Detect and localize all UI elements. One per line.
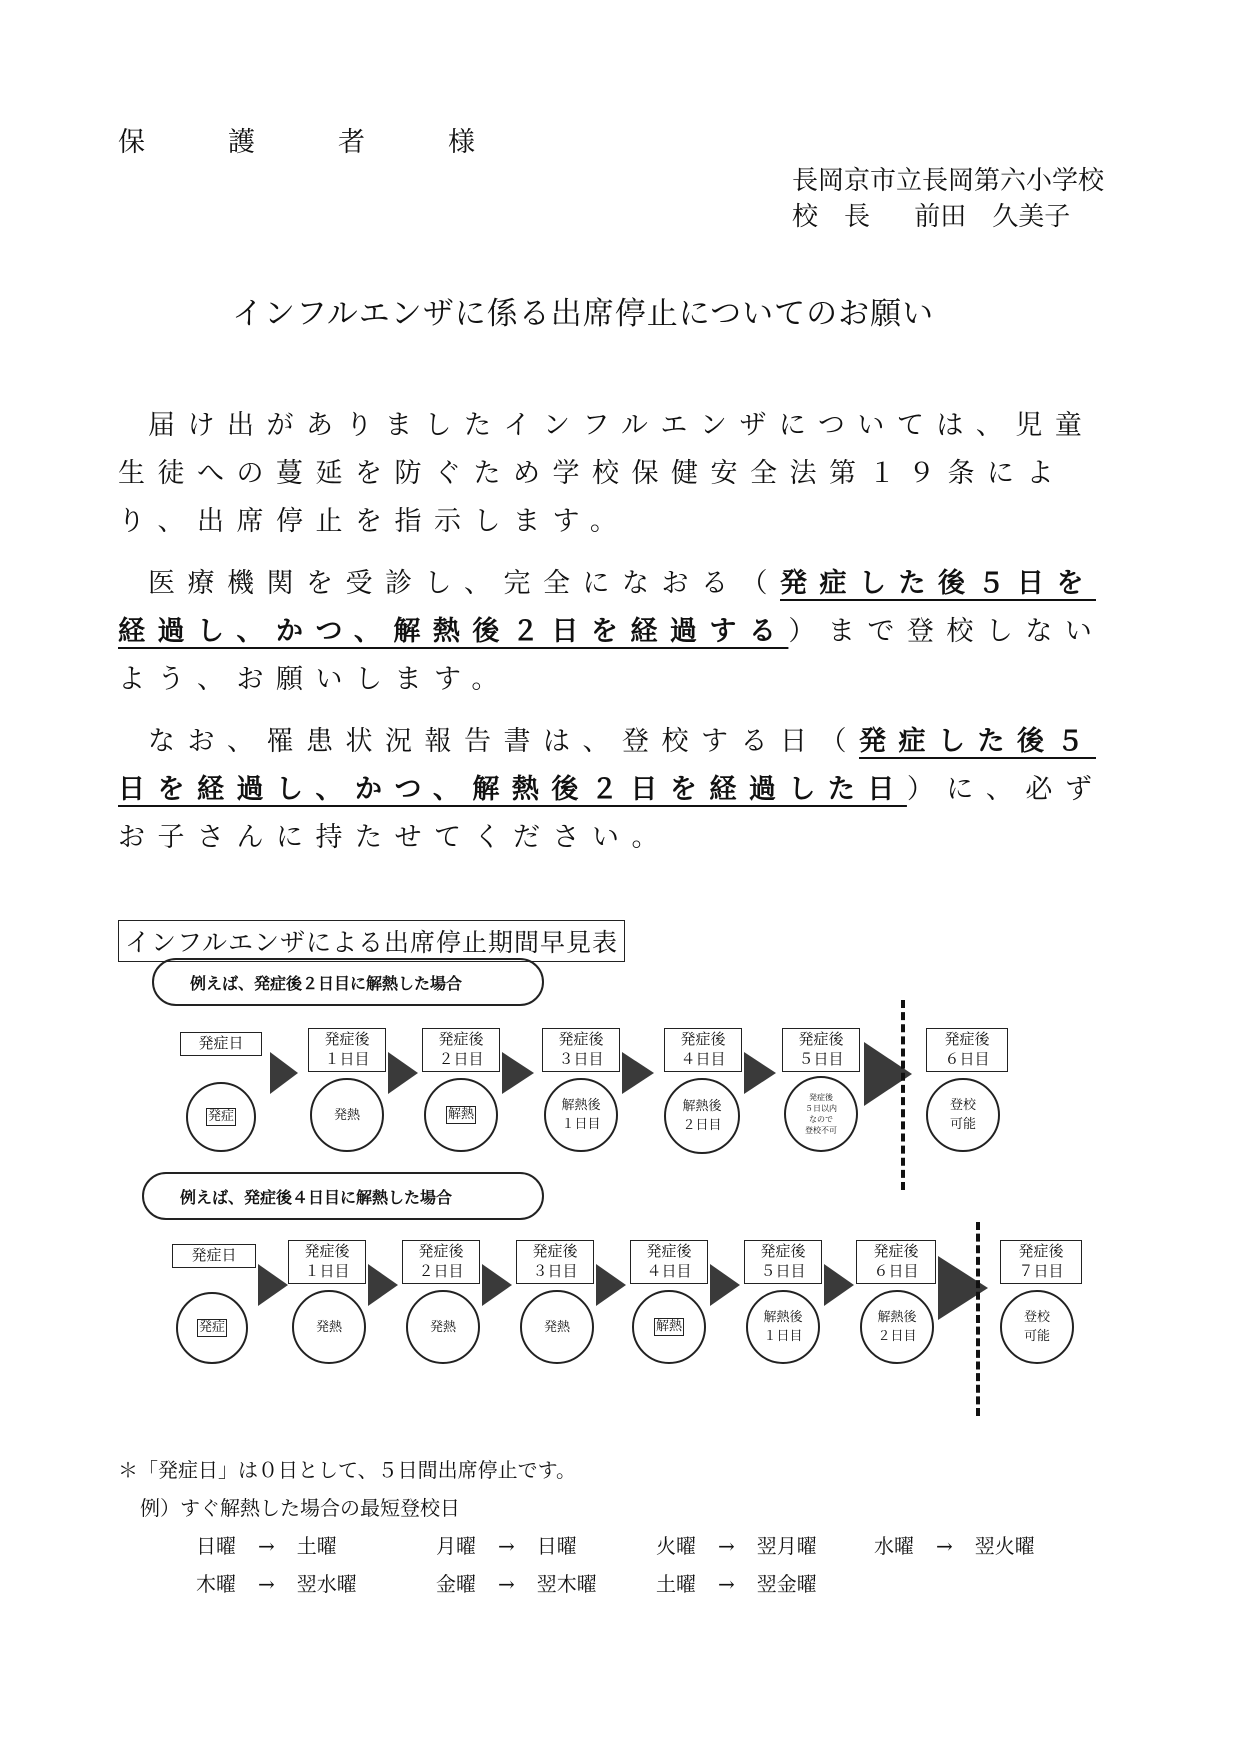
ex2-day-3-top: 発症後 xyxy=(532,1242,578,1260)
ex2-status-5 xyxy=(746,1290,820,1364)
pair-5 xyxy=(436,1568,597,1597)
ex2-arrow-7-icon xyxy=(938,1256,988,1320)
ex2-day-2-bottom: ２日目 xyxy=(418,1262,464,1280)
paragraph-2-after: ）まで登校しないよう、お願いします。 xyxy=(118,616,1105,695)
ex1-status-2-text: 解熱 xyxy=(447,1107,474,1122)
pair-4-arrow: → xyxy=(258,1572,275,1596)
ex2-status-6-l2: ２日目 xyxy=(877,1329,917,1344)
ex1-status-1-text: 発熱 xyxy=(333,1107,360,1123)
ex1-day-4-top: 発症後 xyxy=(680,1030,726,1048)
ex2-day-5-bottom: ５日目 xyxy=(760,1262,806,1280)
ex2-status-7-l1: 登校 xyxy=(1023,1310,1050,1325)
pair-2-arrow: → xyxy=(718,1534,735,1558)
pair-3-arrow: → xyxy=(936,1534,953,1558)
addressee: 保 護 者 様 xyxy=(118,127,503,158)
ex1-status-6-l2: 可能 xyxy=(949,1117,976,1132)
ex1-status-0-text: 発症 xyxy=(207,1109,234,1124)
ex1-status-5-l1: 発症後 xyxy=(809,1093,833,1102)
pair-1-arrow: → xyxy=(498,1534,515,1558)
ex2-day-1-bottom: １日目 xyxy=(304,1262,350,1280)
ex1-day-4 xyxy=(664,1028,742,1072)
ex2-arrow-3-icon xyxy=(482,1264,512,1306)
ex2-status-5-l2: １日目 xyxy=(763,1329,803,1344)
example-1-label: 例えば、発症後２日目に解熱した場合 xyxy=(152,958,544,1006)
pair-0 xyxy=(196,1530,337,1559)
ex2-day-5-top: 発症後 xyxy=(760,1242,806,1260)
pair-0-from: 日曜 xyxy=(196,1534,236,1558)
pair-4-to: 翌水曜 xyxy=(296,1572,357,1596)
ex2-day-1-top: 発症後 xyxy=(304,1242,350,1260)
pair-3-to: 翌火曜 xyxy=(974,1534,1035,1558)
page-title: インフルエンザに係る出席停止についてのお願い xyxy=(232,296,935,332)
ex1-arrow-4-icon xyxy=(622,1052,654,1094)
ex2-status-2-text: 発熱 xyxy=(429,1319,456,1335)
ex2-day-3 xyxy=(516,1240,594,1284)
ex2-status-7 xyxy=(1000,1290,1074,1364)
ex2-status-1-text: 発熱 xyxy=(315,1319,342,1335)
ex1-arrow-5-icon xyxy=(744,1052,776,1094)
paragraph-2 xyxy=(118,560,1118,704)
pair-3-from: 水曜 xyxy=(874,1534,914,1558)
ex2-day-4-top: 発症後 xyxy=(646,1242,692,1260)
ex2-day-7-top: 発症後 xyxy=(1018,1242,1064,1260)
ex2-status-4 xyxy=(632,1290,706,1364)
ex1-status-3-l2: １日目 xyxy=(561,1117,601,1132)
pair-2-to: 翌月曜 xyxy=(756,1534,817,1558)
ex1-day-5-bottom: ５日目 xyxy=(798,1050,844,1068)
ex2-arrow-6-icon xyxy=(824,1264,854,1306)
ex2-day-4 xyxy=(630,1240,708,1284)
ex1-status-6 xyxy=(926,1078,1000,1152)
pair-2-from: 火曜 xyxy=(656,1534,696,1558)
ex2-status-3-text: 発熱 xyxy=(543,1319,570,1335)
ex1-day-6 xyxy=(926,1028,1008,1072)
ex1-status-0 xyxy=(186,1082,256,1152)
ex1-day-3-bottom: ３日目 xyxy=(558,1050,604,1068)
ex1-status-3 xyxy=(544,1078,618,1152)
ex1-day-2-bottom: ２日目 xyxy=(438,1050,484,1068)
note-1: ＊「発症日」は０日として、５日間出席停止です。 xyxy=(118,1458,576,1482)
pair-0-to: 土曜 xyxy=(296,1534,337,1558)
ex1-status-2 xyxy=(424,1078,498,1152)
paragraph-3-after: ）に、必ずお子さんに持たせてください。 xyxy=(118,774,1105,853)
ex1-day-1-top: 発症後 xyxy=(324,1030,370,1048)
ex1-status-3-l1: 解熱後 xyxy=(561,1098,601,1113)
ex2-status-6-l1: 解熱後 xyxy=(877,1310,917,1325)
pair-6-arrow: → xyxy=(718,1572,735,1596)
ex1-day-6-top: 発症後 xyxy=(944,1030,990,1048)
paragraph-2-before: 医療機関を受診し、完全になおる（ xyxy=(148,568,780,599)
ex2-day-5 xyxy=(744,1240,822,1284)
pair-0-arrow: → xyxy=(258,1534,275,1558)
paragraph-3-before: なお、罹患状況報告書は、登校する日（ xyxy=(148,726,859,757)
ex1-day-3-top: 発症後 xyxy=(558,1030,604,1048)
ex2-cutoff-line xyxy=(976,1222,980,1416)
pair-5-from: 金曜 xyxy=(436,1572,476,1596)
paragraph-3-emphasis: 発症した後５日を経過し、かつ、解熱後２日を経過した日 xyxy=(118,726,1096,805)
school-name: 長岡京市立長岡第六小学校 xyxy=(792,166,1105,196)
pair-3 xyxy=(874,1530,1035,1559)
ex1-cutoff-line xyxy=(901,1000,905,1190)
ex2-day-3-bottom: ３日目 xyxy=(532,1262,578,1280)
principal-name: 前田 久美子 xyxy=(914,202,1071,232)
schedule-title: インフルエンザによる出席停止期間早見表 xyxy=(118,920,625,962)
ex2-status-0 xyxy=(176,1292,248,1364)
ex1-status-5-l4: 登校不可 xyxy=(805,1126,837,1135)
ex2-day-6 xyxy=(856,1240,936,1284)
pair-4 xyxy=(196,1568,357,1597)
paragraph-1-text: 届け出がありましたインフルエンザについては、児童生徒への蔓延を防ぐため学校保健安全法第１９条により、出席停止を指示します。 xyxy=(118,410,1095,537)
ex1-arrow-1-icon xyxy=(270,1052,298,1094)
ex1-day-5 xyxy=(782,1028,860,1072)
pair-2 xyxy=(656,1530,817,1559)
ex1-day-1 xyxy=(308,1028,386,1072)
pair-1-to: 日曜 xyxy=(536,1534,577,1558)
pair-1 xyxy=(436,1530,577,1559)
ex1-day-2 xyxy=(422,1028,500,1072)
note-2: 例）すぐ解熱した場合の最短登校日 xyxy=(140,1496,460,1520)
ex2-status-2 xyxy=(406,1290,480,1364)
ex1-day-0-top: 発症日 xyxy=(198,1034,244,1052)
ex1-day-0 xyxy=(180,1032,262,1056)
ex1-day-1-bottom: １日目 xyxy=(324,1050,370,1068)
ex2-status-6 xyxy=(860,1290,934,1364)
ex2-arrow-1-icon xyxy=(258,1264,288,1306)
example-2-label: 例えば、発症後４日目に解熱した場合 xyxy=(142,1172,544,1220)
ex2-day-2 xyxy=(402,1240,480,1284)
ex2-day-2-top: 発症後 xyxy=(418,1242,464,1260)
ex2-day-6-top: 発症後 xyxy=(873,1242,919,1260)
ex2-status-1 xyxy=(292,1290,366,1364)
ex1-arrow-3-icon xyxy=(502,1052,534,1094)
ex1-status-6-l1: 登校 xyxy=(949,1098,976,1113)
ex1-day-6-bottom: ６日目 xyxy=(944,1050,990,1068)
ex1-status-5 xyxy=(784,1076,858,1152)
ex1-status-4-l1: 解熱後 xyxy=(682,1099,722,1114)
ex2-day-6-bottom: ６日目 xyxy=(873,1262,919,1280)
ex2-arrow-2-icon xyxy=(368,1264,398,1306)
ex1-status-4-l2: ２日目 xyxy=(682,1118,722,1133)
ex2-day-4-bottom: ４日目 xyxy=(646,1262,692,1280)
ex1-status-1 xyxy=(310,1078,384,1152)
paragraph-1 xyxy=(118,402,1118,546)
ex2-status-3 xyxy=(520,1290,594,1364)
ex1-day-2-top: 発症後 xyxy=(438,1030,484,1048)
ex1-status-5-l3: なので xyxy=(809,1115,833,1124)
principal xyxy=(792,196,1070,233)
ex1-arrow-2-icon xyxy=(388,1052,418,1094)
pair-5-arrow: → xyxy=(498,1572,515,1596)
pair-6-to: 翌金曜 xyxy=(756,1572,817,1596)
principal-role: 校 長 xyxy=(792,202,871,232)
ex2-status-4-text: 解熱 xyxy=(655,1319,682,1334)
ex1-status-4 xyxy=(664,1078,740,1154)
pair-4-from: 木曜 xyxy=(196,1572,236,1596)
pair-5-to: 翌木曜 xyxy=(536,1572,597,1596)
ex2-day-7-bottom: ７日目 xyxy=(1018,1262,1064,1280)
paragraph-3 xyxy=(118,718,1118,862)
pair-6-from: 土曜 xyxy=(656,1572,696,1596)
ex2-day-1 xyxy=(288,1240,366,1284)
ex2-status-0-text: 発症 xyxy=(198,1320,225,1335)
ex2-arrow-4-icon xyxy=(596,1264,626,1306)
ex2-arrow-5-icon xyxy=(710,1264,740,1306)
ex2-status-7-l2: 可能 xyxy=(1023,1329,1050,1344)
ex2-day-0 xyxy=(172,1244,256,1268)
ex1-day-5-top: 発症後 xyxy=(798,1030,844,1048)
ex1-day-3 xyxy=(542,1028,620,1072)
ex1-status-5-l2: ５日以内 xyxy=(805,1104,837,1113)
ex2-status-5-l1: 解熱後 xyxy=(763,1310,803,1325)
ex1-day-4-bottom: ４日目 xyxy=(680,1050,726,1068)
paragraph-2-emphasis: 発症した後５日を経過し、かつ、解熱後２日を経過する xyxy=(118,568,1096,647)
ex2-day-7 xyxy=(1000,1240,1082,1284)
ex2-day-0-top: 発症日 xyxy=(191,1246,237,1264)
body xyxy=(118,402,1118,862)
pair-1-from: 月曜 xyxy=(436,1534,476,1558)
pair-6 xyxy=(656,1568,817,1597)
